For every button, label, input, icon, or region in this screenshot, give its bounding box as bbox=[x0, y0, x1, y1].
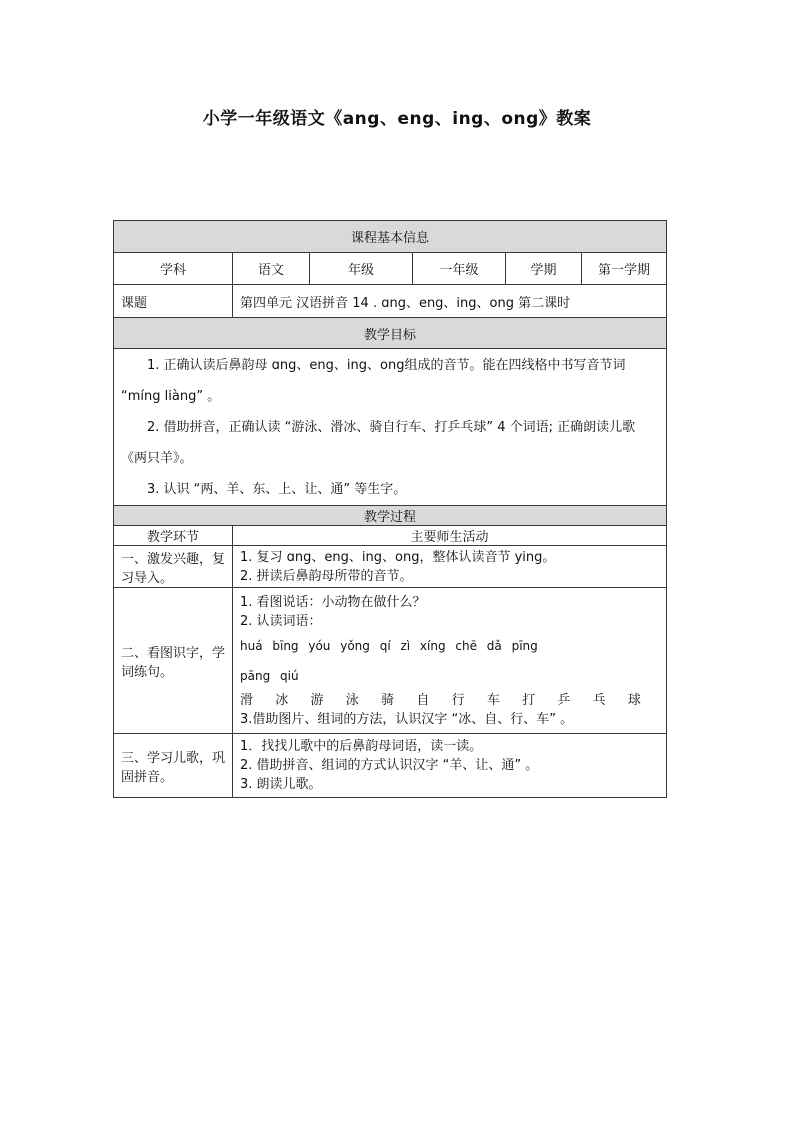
section-header-basic-info: 课程基本信息 bbox=[114, 221, 667, 253]
activity-line: 2. 认读词语： bbox=[240, 613, 322, 629]
term-label: 学期 bbox=[506, 253, 582, 285]
activity-line: 2. 借助拼音、组词的方式认识汉字 “羊、让、通” 。 bbox=[240, 758, 539, 773]
term-value: 第一学期 bbox=[582, 253, 667, 285]
hanzi-char: 乒 bbox=[557, 692, 571, 708]
activity-line: 1. 看图说话：小动物在做什么？ bbox=[240, 594, 426, 610]
column-header-activity: 主要师生活动 bbox=[233, 526, 667, 546]
activity-cell bbox=[233, 588, 667, 734]
hanzi-char: 游 bbox=[310, 692, 324, 708]
hanzi-char: 车 bbox=[486, 692, 500, 708]
goal-item: 2. 借助拼音，正确认读 “游泳、滑冰、骑自行车、打乒乓球” 4 个词语; 正确朗读儿歌《两只羊》。 bbox=[121, 419, 636, 466]
lesson-plan-table bbox=[113, 220, 667, 798]
hanzi-char: 乓 bbox=[592, 692, 606, 708]
goals-body bbox=[114, 349, 667, 506]
hanzi-char: 泳 bbox=[345, 692, 359, 708]
hanzi-row bbox=[240, 691, 659, 710]
topic-value: 第四单元 汉语拼音 14 . ɑng、eng、ing、ong 第二课时 bbox=[233, 285, 667, 318]
hanzi-char: 冰 bbox=[275, 692, 289, 708]
pinyin-line: huá bīng yóu yǒng qí zì xíng chē dǎ pīng bbox=[240, 638, 538, 653]
hanzi-char: 滑 bbox=[240, 692, 254, 708]
stage-cell: 三、学习儿歌，巩固拼音。 bbox=[114, 734, 233, 798]
activity-line: 2. 拼读后鼻韵母所带的音节。 bbox=[240, 568, 413, 584]
hanzi-char: 打 bbox=[522, 692, 536, 708]
activity-line: 3.借助图片、组词的方法，认识汉字 “冰、自、行、车” 。 bbox=[240, 711, 574, 727]
goal-item: 1. 正确认读后鼻韵母 ɑng、eng、ing、ong组成的音节。能在四线格中书写音节词 “míng liàng” 。 bbox=[121, 357, 626, 404]
column-header-stage: 教学环节 bbox=[114, 526, 233, 546]
topic-label: 课题 bbox=[114, 285, 233, 318]
pinyin-line: pāng qiú bbox=[240, 668, 299, 683]
subject-value: 语文 bbox=[233, 253, 310, 285]
subject-label: 学科 bbox=[114, 253, 233, 285]
grade-label: 年级 bbox=[310, 253, 413, 285]
hanzi-char: 行 bbox=[451, 692, 465, 708]
activity-line: 3. 朗读儿歌。 bbox=[240, 777, 322, 792]
grade-value: 一年级 bbox=[413, 253, 506, 285]
activity-cell bbox=[233, 546, 667, 588]
activity-cell bbox=[233, 734, 667, 798]
hanzi-char: 球 bbox=[627, 692, 641, 708]
hanzi-char: 自 bbox=[416, 692, 430, 708]
document-title: 小学一年级语文《ang、eng、ing、ong》教案 bbox=[202, 109, 592, 129]
activity-line: 1. 复习 ɑng、eng、ing、ong，整体认读音节 ying。 bbox=[240, 549, 556, 565]
section-header-process: 教学过程 bbox=[114, 506, 667, 526]
activity-line: 1．找找儿歌中的后鼻韵母词语，读一读。 bbox=[240, 739, 483, 754]
goal-item: 3. 认识 “两、羊、东、上、让、通” 等生字。 bbox=[147, 481, 407, 497]
hanzi-char: 骑 bbox=[381, 692, 395, 708]
stage-cell: 一、激发兴趣，复习导入。 bbox=[114, 546, 233, 588]
section-header-goals: 教学目标 bbox=[114, 318, 667, 349]
stage-cell: 二、看图识字，学词练句。 bbox=[114, 588, 233, 734]
